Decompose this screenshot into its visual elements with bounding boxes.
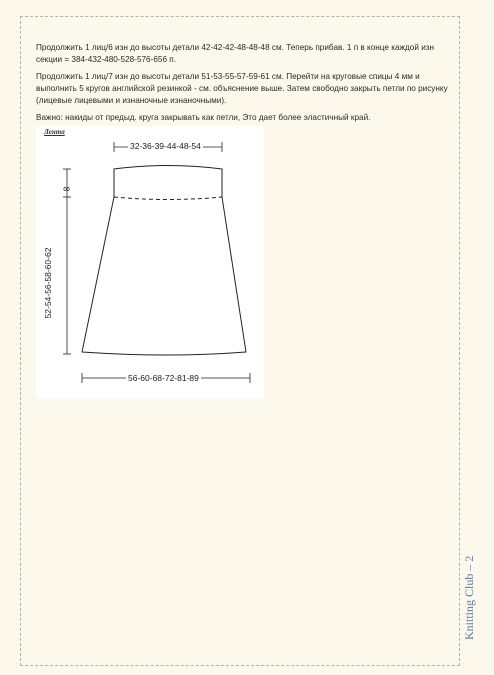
skirt-schematic xyxy=(36,126,264,398)
top-dimension: 32-36-39-44-48-54 xyxy=(130,141,201,151)
skirt-outline xyxy=(82,166,246,356)
paragraph-3: Важно: накиды от предыд. круга закрывать как петли, Это дает более эластичный край. xyxy=(36,113,371,122)
paragraph-2: Продолжить 1 лиц/7 изн до высоты детали 51-53-55-57-59-61 см. Перейти на круговые спицы 4 мм и выполнить 5 кругов английской резинкой - см. объяснение выше. Затем свободно закрыть петли по рисунку (лицевые лицевыми и изнаночные изнаночными). xyxy=(36,72,448,105)
waistband-line xyxy=(114,197,222,200)
diagram-title: Лента xyxy=(44,128,65,136)
knitting-club-label: Knitting Club – 2 xyxy=(462,555,476,640)
instructions-text xyxy=(36,42,448,129)
band-dimension: 8 xyxy=(61,186,72,192)
bottom-dimension: 56-60-68-72-81-89 xyxy=(128,373,199,383)
side-dimension: 52-54-56-58-60-62 xyxy=(43,223,53,343)
skirt-diagram xyxy=(36,126,264,398)
paragraph-1: Продолжить 1 лиц/6 изн до высоты детали 42-42-42-48-48-48 см. Теперь прибав. 1 п в конце каждой изн секции = 384-432-480-528-576-656 п. xyxy=(36,43,435,64)
